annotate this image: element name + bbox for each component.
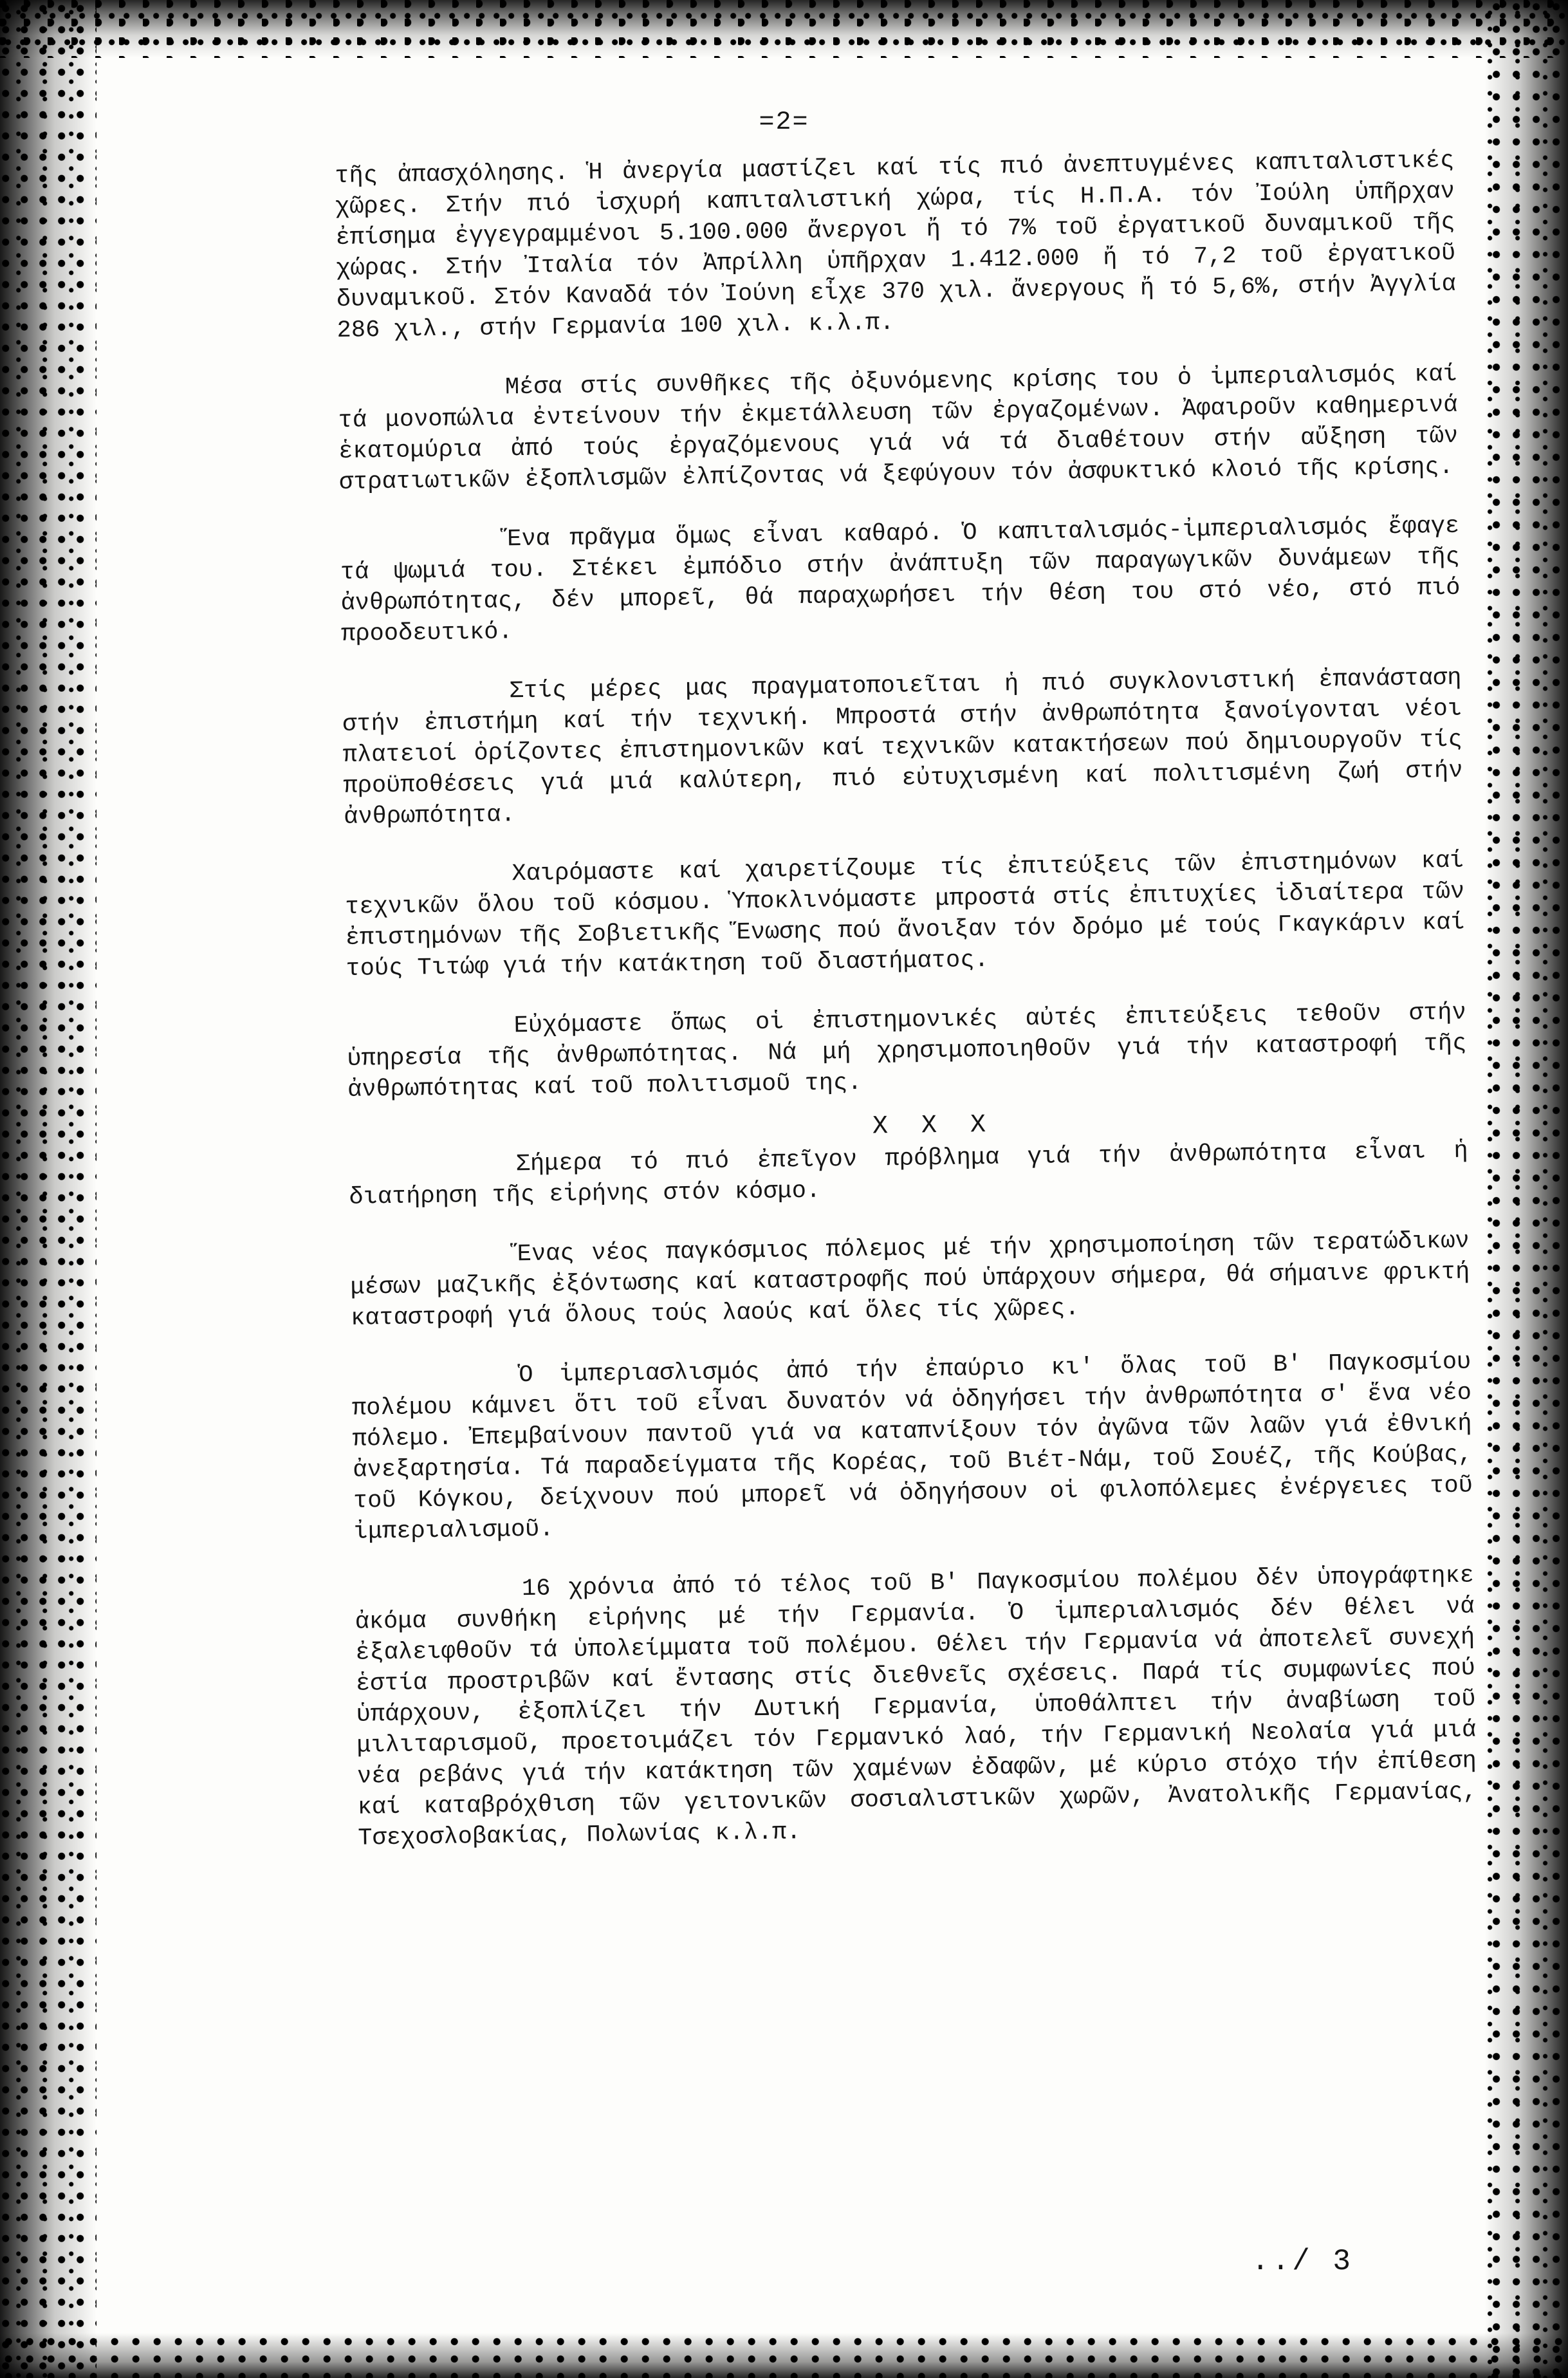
paragraph-wish: Εὐχόμαστε ὅπως οἱ ἐπιστημονικές αὐτές ἐπιτεύξεις τεθοῦν στήν ὑπηρεσία τῆς ἀνθρωπότητας. Νά μή χρησιμοποιηθοῦν γιά τήν καταστροφή τῆς ἀνθρωπότητας καί τοῦ πολιτισμοῦ της. xyxy=(347,999,1467,1104)
paragraph-scientists: Χαιρόμαστε καί χαιρετίζουμε τίς ἐπιτεύξεις τῶν ἐπιστημόνων καί τεχνικῶν ὅλου τοῦ κόσμου. Ὑποκλινόμαστε μπροστά στίς ἐπιτυχίες ἰδιαίτερα τῶν ἐπιστημόνων τῆς Σοβιετικῆς Ἕνωσης πού ἄνοιξαν τόν δρόμο μέ τούς Γκαγκάριν καί τούς Τιτώφ γιά τήν κατάκτηση τοῦ διαστήματος. xyxy=(344,847,1465,983)
page-number: =2= xyxy=(759,108,809,137)
scan-border-right xyxy=(1484,0,1568,2378)
paragraph-capitalism: Ἕνα πρᾶγμα ὅμως εἶναι καθαρό. Ὁ καπιταλισμός-ἰμπεριαλισμός ἔφαγε τά ψωμιά του. Στέκει ἐμπόδιο στήν ἀνάπτυξη τῶν παραγωγικῶν δυνάμεων τῆς ἀνθρωπότητας, δέν μπορεῖ, θά παραχωρήσει τήν θέση του στό νέο, στό πιό προοδευτικό. xyxy=(340,512,1461,648)
scan-border-left xyxy=(0,0,97,2378)
paragraph-peace: Σήμερα τό πιό ἐπεῖγον πρόβλημα γιά τήν ἀνθρωπότητα εἶναι ἡ διατήρηση τῆς εἰρήνης στόν κόσμο. xyxy=(349,1137,1468,1211)
section-separator: X X X xyxy=(872,1110,995,1142)
continuation-marker: ../ 3 xyxy=(1251,2245,1354,2278)
paragraph-germany: 16 χρόνια ἀπό τό τέλος τοῦ Β' Παγκοσμίου πολέμου δέν ὑπογράφτηκε ἀκόμα συνθήκη εἰρήνης μέ τήν Γερμανία. Ὁ ἰμπεριαλισμός δέν θέλει νά ἐξαλειφθοῦν τά ὑπολείμματα τοῦ πολέμου. Θέλει τήν Γερμανία νά ἀποτελεῖ συνεχή ἑστία προστριβῶν καί ἔντασης στίς διεθνεῖς σχέσεις. Παρά τίς συμφωνίες πού ὑπάρχουν, ἐξοπλίζει τήν Δυτική Γερμανία, ὑποθάλπτει τήν ἀναβίωση τοῦ μιλιταρισμοῦ, προετοιμάζει τόν Γερμανικό λαό, τήν Γερμανική Νεολαία γιά μιά νέα ρεβάνς γιά τήν κατάκτηση τῶν χαμένων ἐδαφῶν, μέ κύριο στόχο τήν ἐπίθεση καί καταβρόχθιση τῶν γειτονικῶν σοσιαλιστικῶν χωρῶν, Ἀνατολικῆς Γερμανίας, Τσεχοσλοβακίας, Πολωνίας κ.λ.π. xyxy=(355,1562,1477,1852)
paragraph-imperialism: Ὁ ἰμπεριασλισμός ἀπό τήν ἐπαύριο κι' ὅλας τοῦ Β' Παγκοσμίου πολέμου κάμνει ὅτι τοῦ εἶναι δυνατόν νά ὁδηγήσει τήν ἀνθρωπότητα σ' ἕνα νέο πόλεμο. Ἐπεμβαίνουν παντοῦ γιά να καταπνίξουν τόν ἀγῶνα τῶν λαῶν γιά ἐθνική ἀνεξαρτησία. Τά παραδείγματα τῆς Κορέας, τοῦ Βιέτ-Νάμ, τοῦ Σουέζ, τῆς Κούβας, τοῦ Κόγκου, δείχνουν πού μπορεῖ νά ὁδηγήσουν οἱ φιλοπόλεμες ἐνέργειες τοῦ ἰμπεριαλισμοῦ. xyxy=(351,1348,1473,1546)
scan-border-bottom xyxy=(0,2333,1568,2378)
document-body xyxy=(335,145,1478,1882)
paragraph-exploitation: Μέσα στίς συνθῆκες τῆς ὀξυνόμενης κρίσης του ὁ ἰμπεριαλισμός καί τά μονοπώλια ἐντείνουν τήν ἐκμετάλλευση τῶν ἐργαζομένων. Ἀφαιροῦν καθημερινά ἑκατομύρια ἀπό τούς ἐργαζόμενους γιά νά τά διαθέτουν στήν αὔξηση τῶν στρατιωτικῶν ἐξοπλισμῶν ἐλπίζοντας νά ξεφύγουν τόν ἀσφυκτικό κλοιό τῆς κρίσης. xyxy=(338,360,1459,496)
scan-border-top xyxy=(0,0,1568,58)
paragraph-world-war: Ἕνας νέος παγκόσμιος πόλεμος μέ τήν χρησιμοποίηση τῶν τερατώδικων μέσων μαζικῆς ἐξόντωσης καί καταστροφῆς πού ὑπάρχουν σήμερα, θά σήμαινε φρικτή καταστροφή γιά ὅλους τούς λαούς καί ὅλες τίς χῶρες. xyxy=(350,1227,1470,1332)
paragraph-science-revolution: Στίς μέρες μας πραγματοποιεῖται ἡ πιό συγκλονιστική ἐπανάσταση στήν ἐπιστήμη καί τήν τεχνική. Μπροστά στήν ἀνθρωπότητα ξανοίγονται νέοι πλατειοί ὁρίζοντες ἐπιστημονικῶν καί τεχνικῶν κατακτήσεων πού δημιουργοῦν τίς προϋποθέσεις γιά μιά καλύτερη, πιό εὐτυχισμένη καί πολιτισμένη ζωή στήν ἀνθρωπότητα. xyxy=(342,664,1463,831)
paragraph-unemployment: τῆς ἀπασχόλησης. Ἡ ἀνεργία μαστίζει καί τίς πιό ἀνεπτυγμένες καπιταλιστικές χῶρες. Στήν πιό ἰσχυρή καπιταλιστική χώρα, τίς Η.Π.Α. τόν Ἰούλη ὑπῆρχαν ἐπίσημα ἐγγεγραμμένοι 5.100.000 ἄνεργοι ἤ τό 7% τοῦ ἐργατικοῦ δυναμικοῦ τῆς χώρας. Στήν Ἰταλία τόν Ἀπρίλλη ὑπῆρχαν 1.412.000 ἤ τό 7,2 τοῦ ἐργατικοῦ δυναμικοῦ. Στόν Καναδά τόν Ἰούνη εἶχε 370 χιλ. ἄνεργους ἤ τό 5,6%, στήν Ἀγγλία 286 χιλ., στήν Γερμανία 100 χιλ. κ.λ.π. xyxy=(335,147,1457,344)
